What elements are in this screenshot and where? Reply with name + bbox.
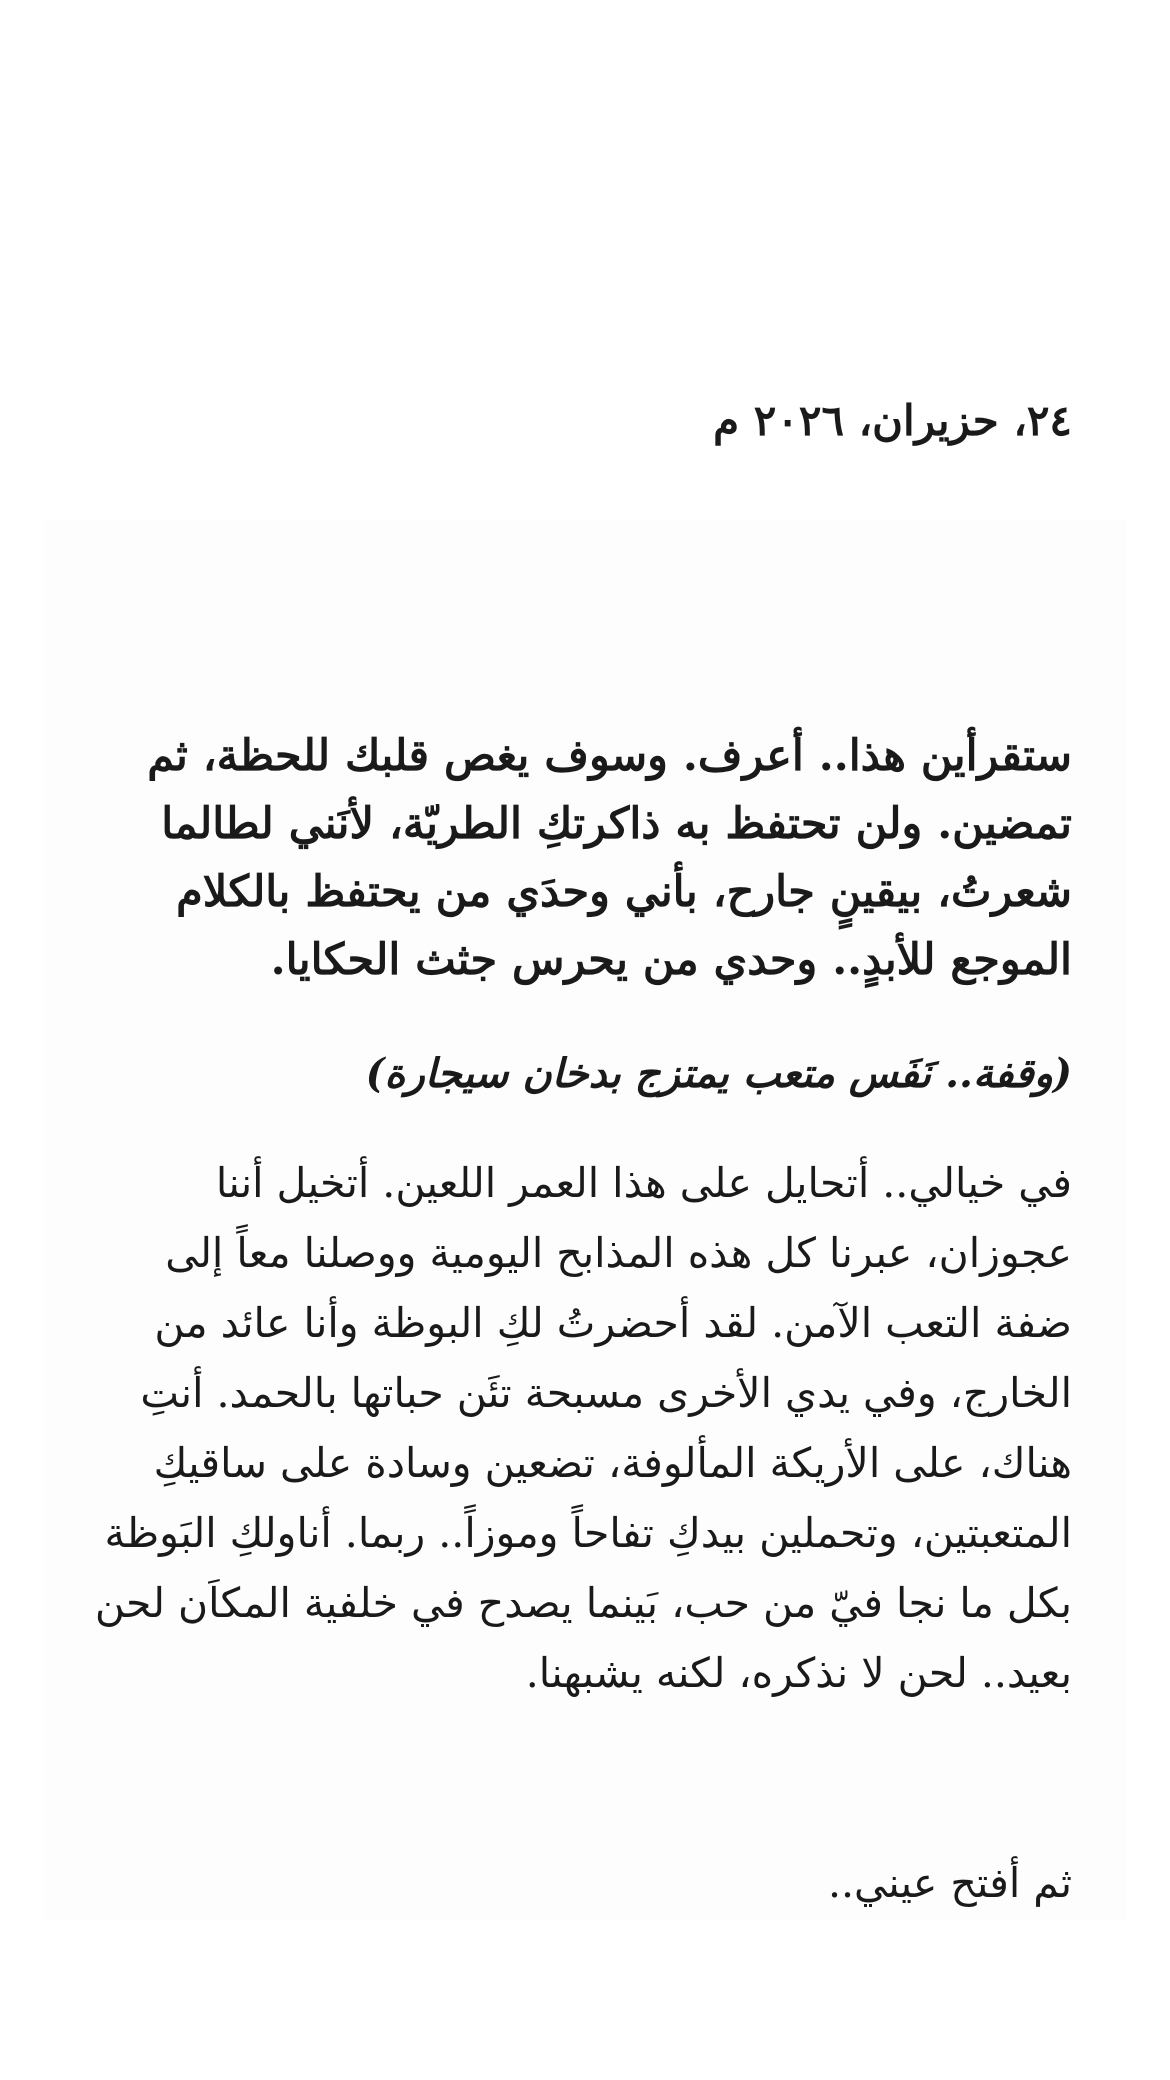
closing-line: ثم أفتح عيني.. — [827, 1859, 1072, 1907]
imagination-paragraph: في خيالي.. أتحايل على هذا العمر اللعين. أتخيل أننا عجوزان، عبرنا كل هذه المذابح اليومية ووصلنا معاً إلى ضفة التعب الآمن. لقد أحضرتُ لكِ البوظة وأنا عائد من الخارج، وفي يدي الأخرى مسبحة تئَن حباتها بالحمد. أنتِ هناك، على الأريكة المألوفة، تضعين وسادة على ساقيكِ المتعبتين، وتحملين بيدكِ تفاحاً وموزاً.. ربما. أناولكِ البَوظة بكل ما نجا فيّ من حب، بَينما يصدح في خلفية المكاَن لحن بعيد.. لحن لا نذكره، لكنه يشبهنا. — [94, 1159, 1072, 1697]
opening-paragraph: ستقرأين هذا.. أعرف. وسوف يغص قلبك للحظة، ثم تمضين. ولن تحتفظ به ذاكرتكِ الطريّة، لأنَني لطالما شعرتُ، بيقينٍ جارح، بأني وحدَي من يحتفظ بالكلام الموجع للأبدٍ.. وحدي من يحرس جثث الحكايا. — [147, 731, 1072, 985]
stage-direction: (وقفة.. نَفَس متعب يمتزج بدخان سيجارة) — [365, 1050, 1072, 1097]
entry-date: ٢٤، حزيران، ٢٠٢٦ م — [713, 396, 1072, 445]
